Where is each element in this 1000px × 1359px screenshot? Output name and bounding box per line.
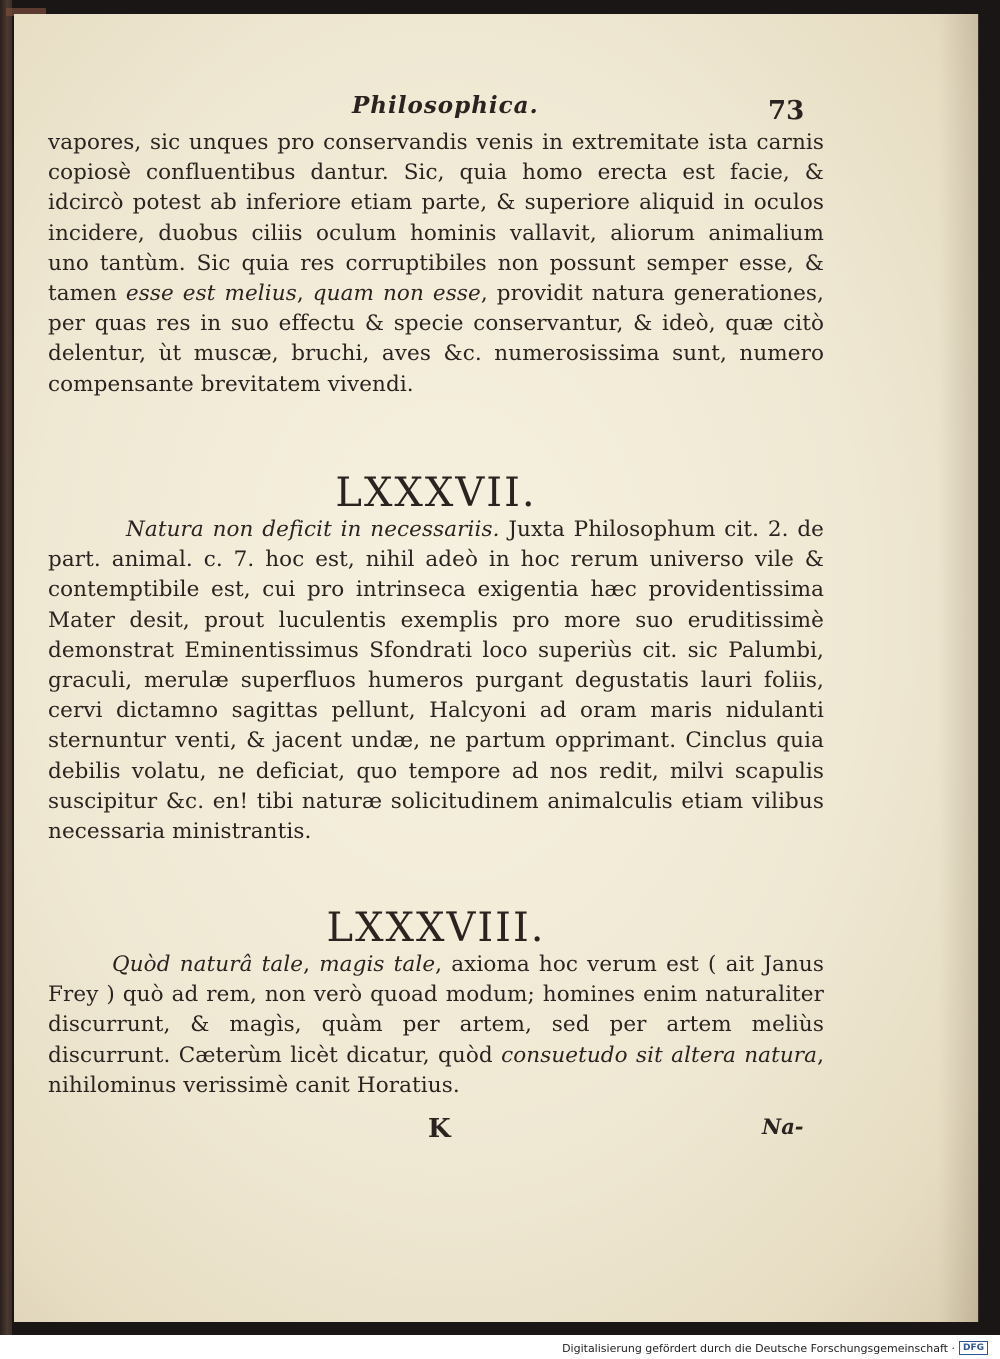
paragraph-1 [48,128,824,400]
credit-text: Digitalisierung gefördert durch die Deutsche Forschungsgemeinschaft · [562,1341,955,1355]
paragraph-3-text: , axioma hoc verum est ( ait Janus Frey ) quò ad rem, non verò quoad modum; homines enim naturaliter discurrunt, & magìs, quàm per artem, sed per artem meliùs discurrunt. Cæterùm licèt dicatur, quòd [48,952,824,1068]
paragraph-3-italic-1: Quòd naturâ tale [112,952,304,977]
paragraph-2-italic: Natura non deficit in necessariis. [126,517,500,542]
paragraph-2-text: Juxta Philosophum cit. 2. de part. animal. c. 7. hoc est, nihil adeò in hoc rerum universo vile & contemptibile est, cui pro intrinseca exigentia hæc providentissima Mater desit, prout luculentis exemplis pro more suo eruditissimè demonstrat Eminentissimus Sfondrati loco superiùs cit. sic Palumbi, graculi, merulæ superfluos humeros purgant degustatis lauri foliis, cervi dictamno sagittas pellunt, Halcyoni ad oram maris nidulanti sternuntur venti, & jacent undæ, ne partum opprimant. Cinclus quia debilis volatu, ne deficiat, quo tempore ad nos redit, milvi scapulis suscipitur &c. en! tibi naturæ solicitudinem animalculis etiam vilibus necessaria ministrantis. [48,517,825,845]
book-spine-edge [0,0,12,1335]
paragraph-1-italic-1: esse est melius [125,281,297,307]
section-heading-87: LXXXVII. [335,470,537,516]
paragraph-3-italic-3: consuetudo sit altera natura [501,1042,818,1068]
signature-mark: K [428,1114,451,1144]
catchword: Na- [762,1114,804,1139]
paragraph-1-rest: , providit natura generationes, per quas res in suo effectu & specie conservantur, & ideò, quæ citò delentur, ùt muscæ, bruchi, aves &c. numerosissima sunt, numero compensante brevitatem vivendi. [48,281,824,397]
page-shadow [938,14,978,1322]
paragraph-3-sep: , [303,952,320,977]
page-number: 73 [768,96,805,126]
paragraph-3 [48,950,824,1101]
paragraph-1-sep: , [296,281,313,307]
running-header: Philosophica. [352,92,539,119]
section-heading-88: LXXXVIII. [326,905,546,951]
dfg-logo-icon: DFG [959,1341,988,1355]
paragraph-3-rest: , nihilominus verissimè canit Horatius. [48,1042,824,1098]
digitization-credit [562,1341,988,1355]
paragraph-1-text: vapores, sic unques pro conservandis venis in extremitate ista carnis copiosè confluentibus dantur. Sic, quia homo erecta est facie, & idcircò potest ab inferiore etiam parte, & superiore aliquid in oculos incidere, duobus ciliis oculum hominis vallavit, aliorum animalium uno tantùm. Sic quia res corruptibiles non possunt semper esse, & tamen [48,130,824,307]
paragraph-2 [48,515,824,847]
paragraph-1-italic-2: quam non esse [312,281,481,307]
paragraph-3-italic-2: magis tale [319,952,436,977]
